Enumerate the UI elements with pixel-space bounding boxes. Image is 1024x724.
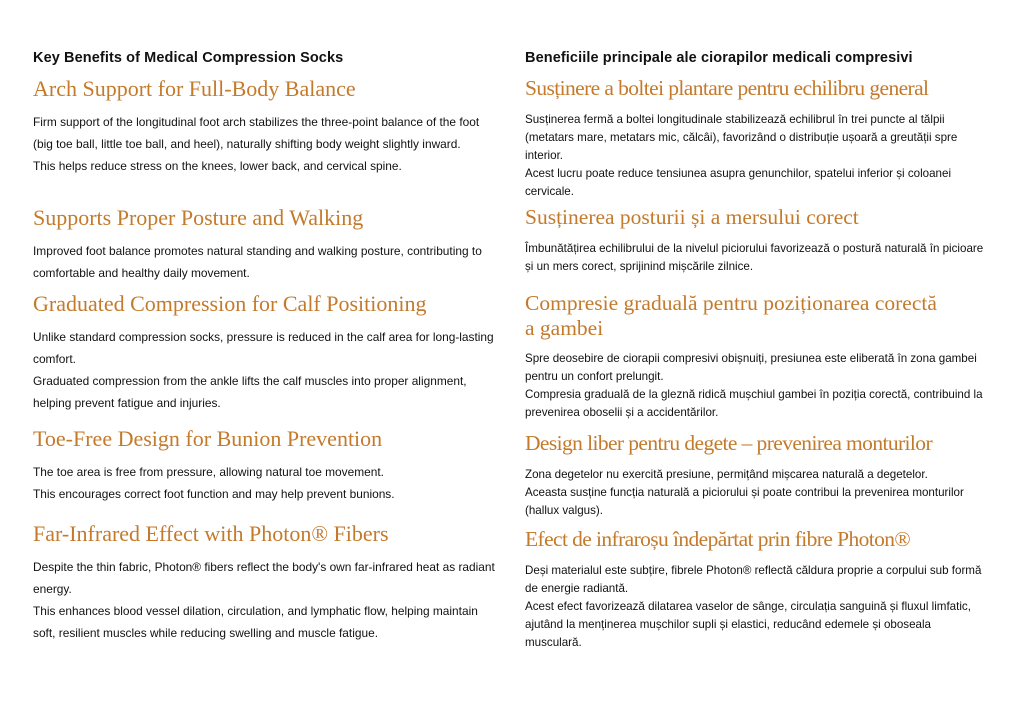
english-column: [33, 50, 498, 641]
section-toe-free-en: [33, 426, 498, 505]
section-paragraph: This enhances blood vessel dilation, circulation, and lymphatic flow, helping maintain soft, resilient muscles while reducing swelling and muscle fatigue.: [33, 604, 478, 641]
section-title: Supports Proper Posture and Walking: [33, 205, 364, 230]
section-paragraph: This encourages correct foot function and may help prevent bunions.: [33, 487, 395, 502]
section-toe-free-ro: [525, 431, 990, 520]
section-paragraph: Zona degetelor nu exercită presiune, permițând mișcarea naturală a degetelor.: [525, 467, 928, 481]
section-paragraph: Despite the thin fabric, Photon® fibers reflect the body's own far-infrared heat as radiant energy.: [33, 560, 495, 597]
section-calf-ro: [525, 291, 990, 422]
section-title: Arch Support for Full-Body Balance: [33, 76, 356, 101]
section-arch-support-en: [33, 76, 498, 177]
section-paragraph: Unlike standard compression socks, pressure is reduced in the calf area for long-lasting comfort.: [33, 330, 494, 367]
section-paragraph: Firm support of the longitudinal foot arch stabilizes the three-point balance of the foot (big toe ball, little toe ball, and heel), naturally shifting body weight slightly inward.: [33, 115, 480, 152]
section-paragraph: The toe area is free from pressure, allowing natural toe movement.: [33, 465, 384, 480]
section-posture-en: [33, 205, 498, 284]
section-infrared-en: [33, 521, 498, 644]
section-title: Far-Infrared Effect with Photon® Fibers: [33, 521, 389, 546]
section-paragraph: Compresia graduală de la gleznă ridică mușchiul gambei în poziția corectă, contribuind la prevenirea oboselii și a accidentărilor.: [525, 388, 983, 420]
romanian-column: [525, 50, 990, 649]
section-paragraph: Susținerea fermă a boltei longitudinale stabilizează echilibrul în trei puncte al tălpii (metatars mare, metatars mic, călcâi), favorizând o distribuție ușoară a greutății spre interior.: [525, 112, 958, 162]
section-title: Graduated Compression for Calf Positioning: [33, 291, 427, 316]
section-arch-support-ro: [525, 76, 990, 201]
section-paragraph: Improved foot balance promotes natural standing and walking posture, contributing to comfortable and healthy daily movement.: [33, 244, 482, 281]
section-calf-en: [33, 291, 498, 414]
section-title: Susținerea posturii și a mersului corect: [525, 205, 859, 229]
section-paragraph: Aceasta susține funcția naturală a piciorului și poate contribui la prevenirea monturilor (hallux valgus).: [525, 485, 964, 517]
section-title: Compresie graduală pentru poziționarea corectă a gambei: [525, 291, 937, 340]
section-infrared-ro: [525, 527, 990, 652]
section-paragraph: Deși materialul este subțire, fibrele Photon® reflectă căldura proprie a corpului sub formă de energie radiantă.: [525, 563, 982, 595]
section-paragraph: Îmbunătățirea echilibrului de la nivelul piciorului favorizează o postură naturală în picioare și un mers corect, sprijinind mișcările zilnice.: [525, 241, 984, 273]
section-paragraph: Acest efect favorizează dilatarea vaselor de sânge, circulația sanguină și fluxul limfatic, ajutând la menținerea mușchilor supli și elastici, reducând edemele și oboseala musculară.: [525, 599, 971, 649]
section-paragraph: This helps reduce stress on the knees, lower back, and cervical spine.: [33, 159, 402, 174]
column-heading-en: Key Benefits of Medical Compression Socks: [33, 50, 344, 66]
section-title: Susținere a boltei plantare pentru echilibru general: [525, 76, 929, 100]
section-title: Toe-Free Design for Bunion Prevention: [33, 426, 383, 451]
section-paragraph: Acest lucru poate reduce tensiunea asupra genunchilor, spatelui inferior și coloanei cervicale.: [525, 166, 952, 198]
section-title: Design liber pentru degete – prevenirea monturilor: [525, 431, 933, 455]
section-paragraph: Graduated compression from the ankle lifts the calf muscles into proper alignment, helping prevent fatigue and injuries.: [33, 374, 467, 411]
column-heading-ro: Beneficiile principale ale ciorapilor medicali compresivi: [525, 50, 913, 66]
section-title: Efect de infraroșu îndepărtat prin fibre Photon®: [525, 527, 911, 551]
section-posture-ro: [525, 205, 990, 276]
section-paragraph: Spre deosebire de ciorapii compresivi obișnuiți, presiunea este eliberată în zona gambei pentru un confort prelungit.: [525, 352, 977, 384]
